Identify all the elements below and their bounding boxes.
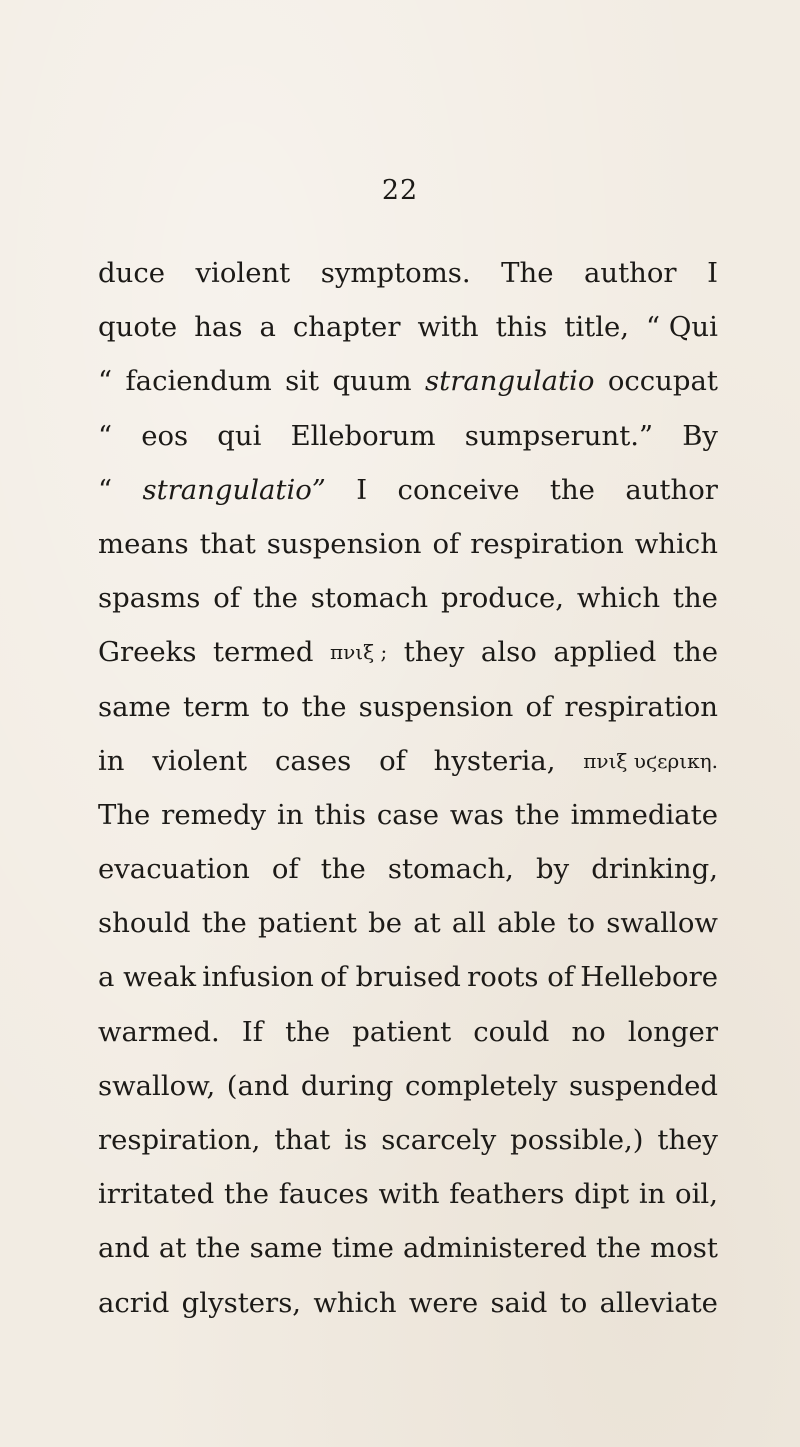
word: cases: [274, 744, 352, 777]
word: eos: [141, 419, 189, 452]
word: the: [672, 582, 718, 615]
word: to: [261, 690, 290, 723]
word: in: [98, 744, 125, 777]
word: of: [213, 582, 241, 615]
word: Greeks: [98, 636, 197, 669]
word: patient: [352, 1015, 452, 1048]
word: feathers: [449, 1178, 565, 1211]
word: be: [368, 907, 402, 940]
word: faciendum: [125, 365, 272, 398]
word: conceive: [397, 473, 520, 506]
word: The: [501, 257, 554, 289]
word: remedy: [161, 798, 267, 831]
word: by: [535, 853, 570, 886]
word: drinking,: [591, 853, 718, 886]
word: immediate: [570, 798, 718, 831]
word: to: [567, 907, 595, 940]
word: I: [356, 473, 368, 506]
word: that: [199, 527, 256, 560]
text-line: [98, 517, 718, 571]
word: Elleborum: [290, 419, 436, 452]
word: the: [320, 853, 366, 886]
text-line: [98, 1221, 718, 1275]
word: author: [584, 257, 677, 289]
word: a: [259, 311, 276, 344]
word: of bruised: [320, 961, 461, 994]
greek-term: πνιξ υϛερικη.: [583, 748, 718, 773]
word: case: [376, 798, 439, 831]
word: to: [559, 1286, 588, 1319]
word: a weak: [98, 961, 197, 994]
word: the: [549, 473, 595, 506]
word: which: [634, 527, 718, 560]
word: should: [98, 907, 191, 940]
word: the: [672, 636, 718, 669]
word: could: [473, 1015, 550, 1048]
word: most: [650, 1232, 718, 1265]
word: infusion: [202, 961, 314, 994]
word: term: [183, 690, 250, 723]
word: of: [432, 527, 460, 560]
word: of: [271, 853, 299, 886]
text-line: [98, 1059, 718, 1113]
word: all: [451, 907, 486, 940]
word: scarcely: [381, 1124, 497, 1156]
word: has: [194, 311, 243, 344]
word: also: [480, 636, 537, 669]
word: possible,): [510, 1124, 644, 1156]
word: “ Qui: [646, 311, 718, 344]
word: is: [344, 1124, 368, 1156]
word: quum: [332, 365, 412, 398]
word: the: [514, 798, 560, 831]
word: sit: [285, 365, 320, 398]
text-line: [98, 950, 718, 1004]
word: was: [449, 798, 504, 831]
word: I: [707, 257, 718, 289]
word: respiration: [564, 690, 718, 723]
word: fauces: [278, 1178, 369, 1211]
text-line: [98, 1005, 718, 1059]
word: chapter: [292, 311, 401, 344]
text-line: [98, 1113, 718, 1167]
word: administered: [402, 1232, 587, 1265]
word: acrid: [98, 1286, 170, 1319]
text-line: [98, 1167, 718, 1221]
word: same: [98, 690, 171, 723]
word: in: [276, 798, 304, 831]
word: title,: [564, 311, 630, 344]
word: the: [285, 1015, 331, 1048]
word: duce: [98, 257, 165, 289]
word: qui: [217, 419, 262, 452]
latin-italic-term: strangulatio”: [142, 473, 326, 506]
word: same: [249, 1232, 323, 1265]
word: which: [313, 1286, 397, 1319]
word: the: [252, 582, 298, 615]
word: of: [379, 744, 406, 777]
text-line: [98, 300, 718, 354]
word: roots of: [467, 961, 575, 994]
word: in: [638, 1178, 666, 1211]
word: they: [657, 1124, 718, 1156]
word: with: [378, 1178, 440, 1211]
word: swallow: [606, 907, 718, 940]
word: The: [98, 798, 151, 831]
word: able: [497, 907, 557, 940]
word: oil,: [675, 1178, 718, 1211]
text-line: [98, 463, 718, 517]
word: irritated: [98, 1178, 215, 1211]
word: “: [98, 419, 113, 452]
word: symptoms.: [320, 257, 471, 289]
word: glysters,: [181, 1286, 302, 1319]
word: at: [158, 1232, 187, 1265]
text-line: [98, 625, 718, 679]
word: no: [571, 1015, 606, 1048]
body-text: [98, 246, 718, 1330]
word: were: [408, 1286, 479, 1319]
word: suspension: [358, 690, 514, 723]
text-line: [98, 734, 718, 788]
word: which: [576, 582, 661, 615]
word: occupat: [607, 365, 718, 398]
word: the: [201, 907, 247, 940]
word: author: [625, 473, 718, 506]
word: By: [682, 419, 718, 452]
word: evacuation: [98, 853, 250, 886]
latin-italic-term: strangulatio: [425, 365, 595, 398]
word: stomach: [310, 582, 429, 615]
word: swallow,: [98, 1069, 216, 1102]
word: longer: [627, 1015, 718, 1048]
word: violent: [152, 744, 248, 777]
word: and: [98, 1232, 150, 1265]
word: spasms: [98, 582, 201, 615]
text-line: [98, 788, 718, 842]
word: respiration: [470, 527, 624, 560]
word: stomach,: [387, 853, 514, 886]
word: said: [490, 1286, 548, 1319]
word: (and: [226, 1069, 290, 1102]
word: “: [98, 473, 113, 506]
word: alleviate: [599, 1286, 718, 1319]
word: sumpserunt.”: [464, 419, 654, 452]
page-number: 22: [381, 175, 419, 206]
word: this: [314, 798, 366, 831]
word: time: [331, 1232, 394, 1265]
greek-term: πνιξ ;: [329, 640, 388, 665]
word: applied: [553, 636, 657, 669]
text-line: [98, 680, 718, 734]
word: warmed.: [98, 1015, 220, 1048]
word: the: [223, 1178, 269, 1211]
text-line: [98, 842, 718, 896]
word: dipt: [574, 1178, 630, 1211]
word: quote: [98, 311, 178, 344]
word: patient: [257, 907, 357, 940]
word: “: [98, 365, 113, 398]
text-line: [98, 354, 718, 408]
word: Hellebore: [580, 961, 718, 994]
word: they: [403, 636, 465, 669]
text-line: [98, 1276, 718, 1330]
word: respiration,: [98, 1124, 261, 1156]
word: violent: [195, 257, 291, 289]
text-line: [98, 409, 718, 463]
word: the: [301, 690, 347, 723]
word: the: [595, 1232, 642, 1265]
text-line: [98, 896, 718, 950]
word: completely: [404, 1069, 558, 1102]
word: the: [195, 1232, 241, 1265]
word: suspended: [568, 1069, 718, 1102]
word: termed: [213, 636, 314, 669]
word: at: [413, 907, 441, 940]
text-line: [98, 246, 718, 300]
word: during: [300, 1069, 394, 1102]
word: that: [274, 1124, 331, 1156]
text-line: [98, 571, 718, 625]
word: with: [417, 311, 479, 344]
word: produce,: [440, 582, 565, 615]
word: of: [525, 690, 553, 723]
word: hysteria,: [433, 744, 556, 777]
word: this: [495, 311, 548, 344]
word: suspension: [266, 527, 422, 560]
word: If: [241, 1015, 263, 1048]
word: means: [98, 527, 189, 560]
